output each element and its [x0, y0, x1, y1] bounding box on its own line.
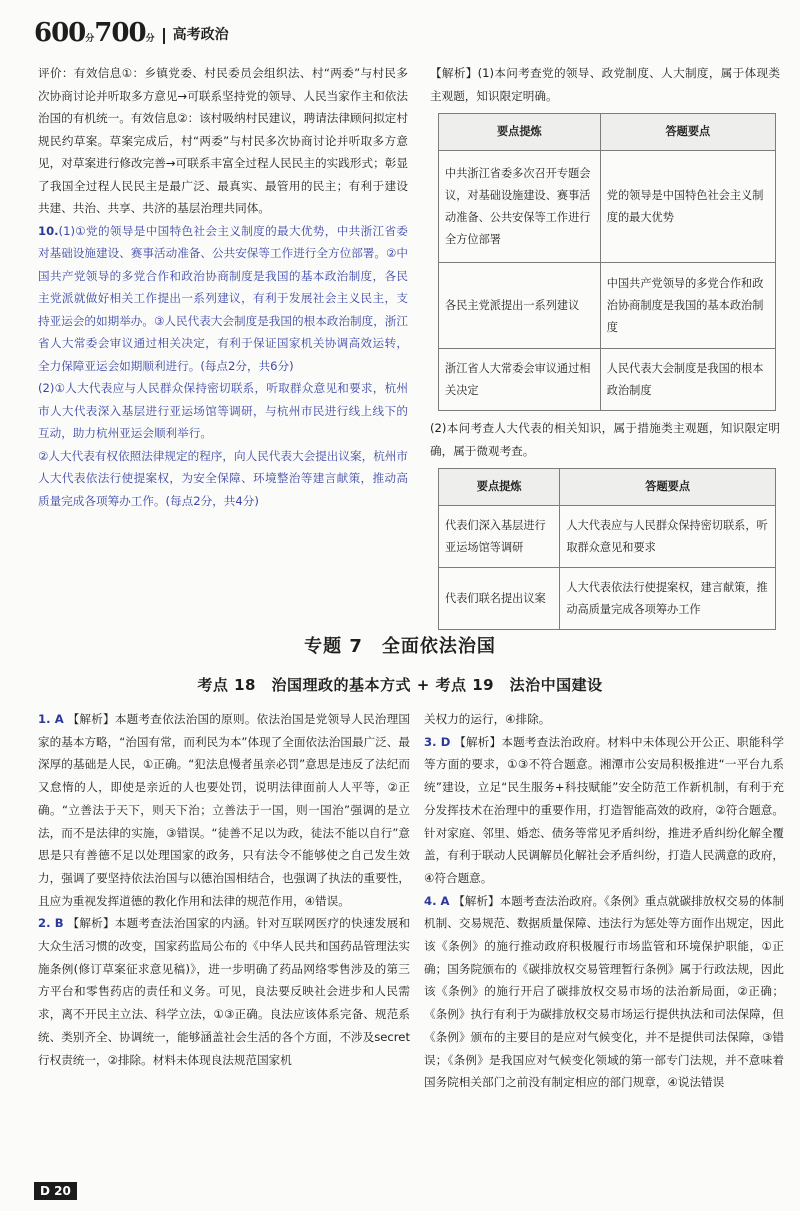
table-cell: 代表们深入基层进行亚运场馆等调研: [439, 506, 560, 568]
evaluation-text: 评价：有效信息①：乡镇党委、村民委员会组织法、村“两委”与村民多次协商讨论并听取多方意见→可联系坚持党的领导、人民当家作主和依法治国的有机统一。有效信息②：该村吸纳村民建议，聘请法律顾问拟定村规民约草案。草案完成后，村“两委”与村民多次协商讨论并听取多方意见，对草案进行修改完善→可联系丰富全过程人民民主的实践形式；彰显了我国全过程人民民主是最广泛、最真实、最管用的民主；有利于建设共建、共治、共享、共济的基层治理共同体。: [38, 66, 408, 215]
right-column-bottom: [424, 708, 784, 1094]
header: [34, 20, 229, 46]
table-cell: 中共浙江省委多次召开专题会议，对基础设施建设、赛事活动准备、公共安保等工作进行全方位部署: [439, 151, 601, 263]
answer-item: 1. A 【解析】本题考查依法治国的原则。依法治国是党领导人民治理国家的基本方略，“治国有常，而利民为本”体现了全面依法治国最广泛、最深厚的基础是人民，①正确。“犯法息慢者虽亲必罚”意思是违反了法纪而又怠惰的人，即使是亲近的人也要处罚，说明法律面前人人平等，②正确。“立善法于天下，则天下治；立善法于一国，则一国治”强调的是立法，而不是法律的实施，③错误。“徒善不足以为政，徒法不能以自行”意思是只有善德不足以处理国家的政务，只有法令不能够使之自己发生效力，强调了要坚持依法治国与以德治国相结合，也强调了执法的重要性，且应为重视发挥道德的教化作用和法律的规范作用，④错误。: [38, 712, 410, 908]
topic-title: 专题 7 全面依法治国: [304, 636, 496, 657]
table-header: 要点提炼: [439, 469, 560, 506]
table-cell: 党的领导是中国特色社会主义制度的最大优势: [600, 151, 775, 263]
q10-number: 10.: [38, 223, 59, 238]
page-number: D 20: [34, 1182, 77, 1200]
analysis-table-2: [438, 468, 776, 630]
table-cell: 人大代表应与人民群众保持密切联系，听取群众意见和要求: [560, 506, 776, 568]
table-header: 答题要点: [600, 114, 775, 151]
table-row: [439, 506, 776, 568]
table-row: [439, 568, 776, 630]
analysis-intro-2: (2)本问考查人大代表的相关知识，属于措施类主观题，知识限定明确，属于微观考查。: [430, 421, 780, 458]
right-column-top: [430, 62, 780, 636]
answer-item: 3. D 【解析】本题考查法治政府。材料中未体现公开公正、职能科学等方面的要求，①③不符合题意。湘潭市公安局积极推进“一平台九系统”建设，立足“民生服务+科技赋能”安全防范工作新机制，有利于充分发挥技术在治理中的重要作用，打造智能高效的政府，②符合题意。针对家庭、邻里、婚恋、债务等常见矛盾纠纷，推进矛盾纠纷化解全覆盖，有利于联动人民调解员化解社会矛盾纠纷，打造人民满意的政府，④符合题意。: [424, 734, 784, 885]
subject-title: 高考政治: [172, 27, 229, 43]
answer-continuation: 关权力的运行，④排除。: [424, 712, 551, 726]
answer-number: 3. D: [424, 734, 451, 749]
q10-answer-1: 10.(1)①党的领导是中国特色社会主义制度的最大优势，中共浙江省委对基础设施建设、赛事活动准备、公共安保等工作进行全方位部署。②中国共产党领导的多党合作和政治协商制度是我国的基本政治制度，各民主党派就做好相关工作提出一系列建议，有利于发展社会主义民主，支持亚运会的如期举办。③人民代表大会制度是我国的根本政治制度，浙江省人大常委会审议通过相关决定，有利于保证国家机关协调高效运转，全力保障亚运会如期顺利进行。(每点2分，共6分): [38, 223, 408, 373]
table-row: [439, 151, 776, 263]
table-header: 答题要点: [560, 469, 776, 506]
table-header: 要点提炼: [439, 114, 601, 151]
analysis-table-1: [438, 113, 776, 411]
table-cell: 浙江省人大常委会审议通过相关决定: [439, 349, 601, 411]
table-row: [439, 349, 776, 411]
table-cell: 中国共产党领导的多党合作和政治协商制度是我国的基本政治制度: [600, 263, 775, 349]
analysis-intro-1: 【解析】(1)本问考查党的领导、政党制度、人大制度，属于体现类主观题，知识限定明确。: [430, 66, 780, 103]
header-divider: [163, 28, 165, 44]
q10-answer-3: ②人大代表有权依照法律规定的程序，向人民代表大会提出议案，杭州市人大代表依法行使提案权，为安全保障、环境整治等建言献策，推动高质量完成各项筹办工作。(每点2分，共4分): [38, 448, 408, 508]
table-cell: 人大代表依法行使提案权，建言献策，推动高质量完成各项筹办工作: [560, 568, 776, 630]
brand-logo: 600分700分: [34, 18, 155, 48]
table-cell: 人民代表大会制度是我国的根本政治制度: [600, 349, 775, 411]
table-row: [439, 263, 776, 349]
left-column-bottom: [38, 708, 410, 1071]
answer-number: 1. A: [38, 712, 64, 726]
answer-item: 4. A 【解析】本题考查法治政府。《条例》重点就碳排放权交易的体制机制、交易规范、数据质量保障、违法行为惩处等方面作出规定，因此该《条例》的施行推动政府积极履行市场监管和环境保护职能，①正确；国务院颁布的《碳排放权交易管理暂行条例》属于行政法规，因此该《条例》的施行开启了碳排放权交易市场的法治新局面，②正确；《条例》执行有利于为碳排放权交易市场运行提供执法和司法保障，但《条例》颁布的主要目的是应对气候变化，并不是提供司法保障，③错误；《条例》是我国应对气候变化领域的第一部专门法规，并不意味着国务院相关部门之前没有制定相应的部门规章，④说法错误: [424, 893, 785, 1090]
answer-item: 2. B 【解析】本题考查法治国家的内涵。针对互联网医疗的快速发展和大众生活习惯的改变，国家药监局公布的《中华人民共和国药品管理法实施条例(修订草案征求意见稿)》，进一步明确了药品网络零售涉及的第三方平台和零售药店的责任和义务。可见，良法要反映社会进步和人民需求，离不开民主立法、科学立法，①③正确。良法应该体系完备、规范系统、类别齐全、协调统一，能够涵盖社会生活的各个方面，不涉及secret行权责统一，②排除。材料未体现良法规范国家机: [38, 916, 410, 1067]
table-cell: 代表们联名提出议案: [439, 568, 560, 630]
table-cell: 各民主党派提出一系列建议: [439, 263, 601, 349]
q10-answer-2: (2)①人大代表应与人民群众保持密切联系，听取群众意见和要求，杭州市人大代表深入基层进行亚运场馆等调研，与杭州市民进行线上线下的互动，助力杭州亚运会顺利举行。: [38, 381, 408, 440]
answer-number: 4. A: [424, 893, 450, 908]
topic-subtitle: 考点 18 治国理政的基本方式 + 考点 19 法治中国建设: [197, 676, 603, 694]
answer-number: 2. B: [38, 916, 64, 931]
left-column-top: [38, 62, 408, 512]
